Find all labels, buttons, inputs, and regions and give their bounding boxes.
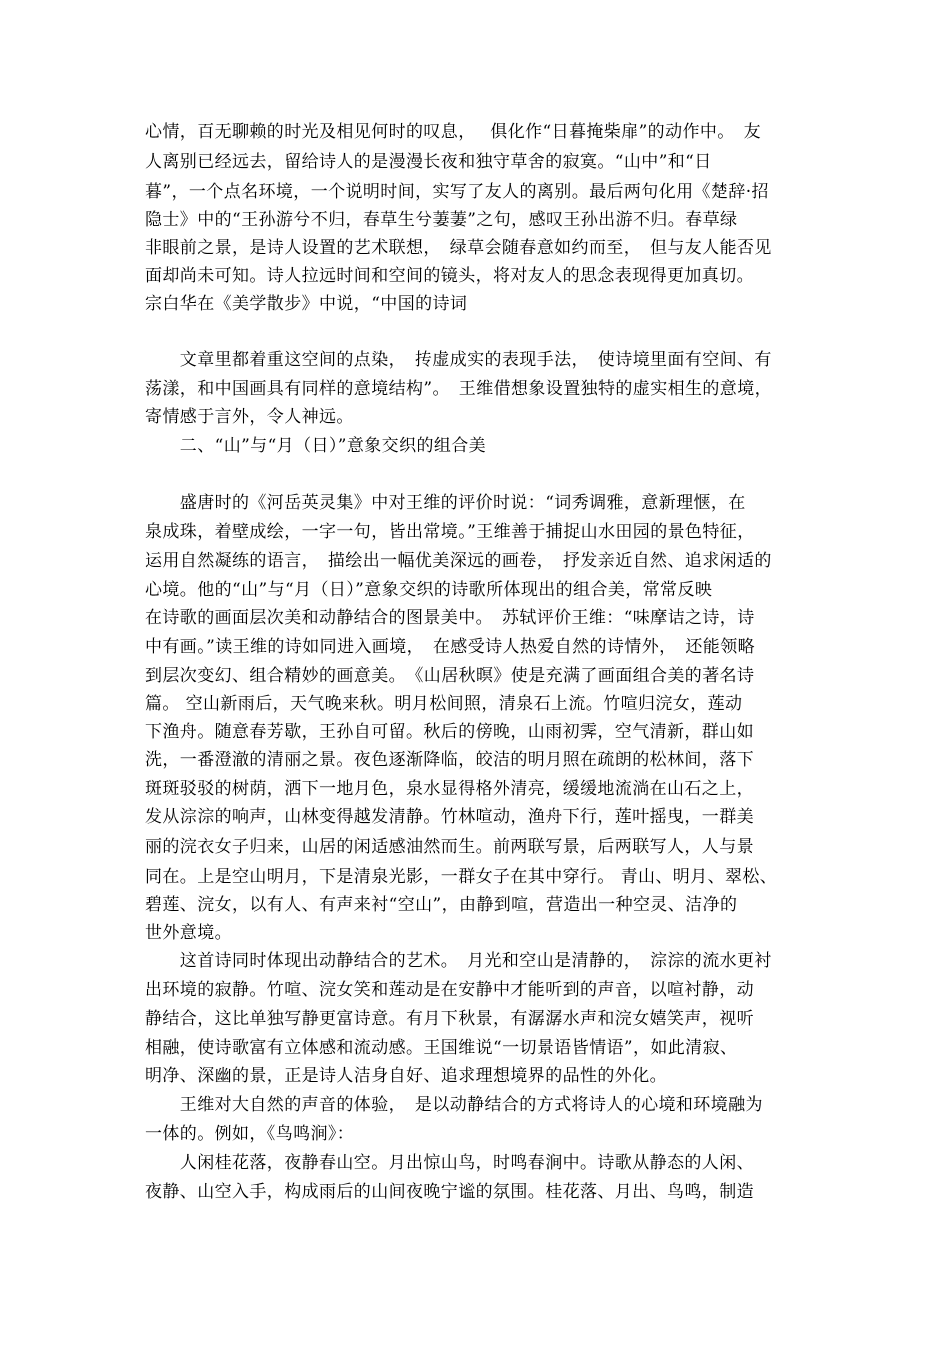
text-line: 隐士》中的“王孙游兮不归，春草生兮萋萋”之句，感叹王孙出游不归。春草绿 <box>145 210 738 230</box>
section-heading: 二、“山”与“月（日）”意象交织的组合美 <box>145 436 487 456</box>
text-line: 到层次变幻、组合精妙的画意美。 《山居秋暝》使是充满了画面组合美的著名诗 <box>145 666 755 686</box>
text-line: 寄情感于言外，令人神远。 <box>145 407 354 427</box>
text-line: 在诗歌的画面层次美和动静结合的图景美中。 苏轼评价王维：“味摩诘之诗，诗 <box>145 608 755 628</box>
text-line: 出环境的寂静。竹喧、浣女笑和莲动是在安静中才能听到的声音，以喧衬静，动 <box>145 980 754 1000</box>
text-line: 明净、深幽的景，正是诗人洁身自好、追求理想境界的品性的外化。 <box>145 1066 667 1086</box>
text-line: 一体的。例如，《鸟鸣涧》： <box>145 1124 355 1144</box>
text-line: 王维对大自然的声音的体验， 是以动静结合的方式将诗人的心境和环境融为 <box>145 1095 763 1115</box>
text-line: 人闲桂花落，夜静春山空。月出惊山鸟，时鸣春涧中。诗歌从静态的人闲、 <box>145 1153 754 1173</box>
text-line: 人离别已经远去，留给诗人的是漫漫长夜和独守草舍的寂寞。“山中”和“日 <box>145 152 712 172</box>
text-line: 洗，一番澄澈的清丽之景。夜色逐渐降临，皎洁的明月照在疏朗的松林间，落下 <box>145 750 754 770</box>
text-line: 下渔舟。随意春芳歇，王孙自可留。秋后的傍晚，山雨初霁，空气清新，群山如 <box>145 722 754 742</box>
text-line: 文章里都着重这空间的点染， 抟虚成实的表现手法， 使诗境里面有空间、有 <box>145 350 772 370</box>
text-line: 面却尚未可知。诗人拉远时间和空间的镜头，将对友人的思念表现得更加真切。 <box>145 266 754 286</box>
text-line: 心境。他的“山”与“月（日）”意象交织的诗歌所体现出的组合美，常常反映 <box>145 580 713 600</box>
text-line: 泉成珠，着壁成绘，一字一句，皆出常境。”王维善于捕捉山水田园的景色特征， <box>145 522 755 542</box>
text-line: 运用自然凝练的语言， 描绘出一幅优美深远的画卷， 抒发亲近自然、追求闲适的 <box>145 551 772 571</box>
text-line: 夜静、山空入手，构成雨后的山间夜晚宁谧的氛围。桂花落、月出、鸟鸣，制造 <box>145 1182 754 1202</box>
text-line: 篇。 空山新雨后，天气晚来秋。明月松间照，清泉石上流。竹喧归浣女，莲动 <box>145 694 743 714</box>
text-line: 中有画。”读王维的诗如同进入画境， 在感受诗人热爱自然的诗情外， 还能领略 <box>145 637 755 657</box>
text-line: 荡漾，和中国画具有同样的意境结构”。 王维借想象设置独特的虚实相生的意境， <box>145 379 772 399</box>
text-line: 静结合，这比单独写静更富诗意。有月下秋景，有潺潺水声和浣女嬉笑声，视听 <box>145 1009 754 1029</box>
text-line: 心情，百无聊赖的时光及相见何时的叹息， 俱化作“日暮掩柴扉”的动作中。 友 <box>145 122 761 142</box>
text-line: 相融，使诗歌富有立体感和流动感。王国维说“一切景语皆情语”，如此清寂、 <box>145 1038 738 1058</box>
text-line: 暮”，一个点名环境，一个说明时间，实写了友人的离别。最后两句化用《楚辞·招 <box>145 182 769 202</box>
text-line: 这首诗同时体现出动静结合的艺术。 月光和空山是清静的， 淙淙的流水更衬 <box>145 951 772 971</box>
text-line: 斑斑驳驳的树荫，洒下一地月色，泉水显得格外清亮，缓缓地流淌在山石之上， <box>145 779 754 799</box>
text-line: 宗白华在《美学散步》中说，“中国的诗词 <box>145 294 468 314</box>
text-line: 盛唐时的《河岳英灵集》中对王维的评价时说：“词秀调雅，意新理惬，在 <box>145 493 746 513</box>
text-line: 发从淙淙的响声，山林变得越发清静。竹林喧动，渔舟下行，莲叶摇曳，一群美 <box>145 807 754 827</box>
text-line: 丽的浣衣女子归来，山居的闲适感油然而生。前两联写景，后两联写人，人与景 <box>145 837 754 857</box>
text-line: 碧莲、浣女，以有人、有声来衬“空山”，由静到喧，营造出一种空灵、洁净的 <box>145 895 738 915</box>
text-line: 非眼前之景，是诗人设置的艺术联想， 绿草会随春意如约而至， 但与友人能否见 <box>145 238 772 258</box>
text-line: 世外意境。 <box>145 923 232 943</box>
text-line: 同在。上是空山明月，下是清泉光影，一群女子在其中穿行。 青山、明月、翠松、 <box>145 867 778 887</box>
